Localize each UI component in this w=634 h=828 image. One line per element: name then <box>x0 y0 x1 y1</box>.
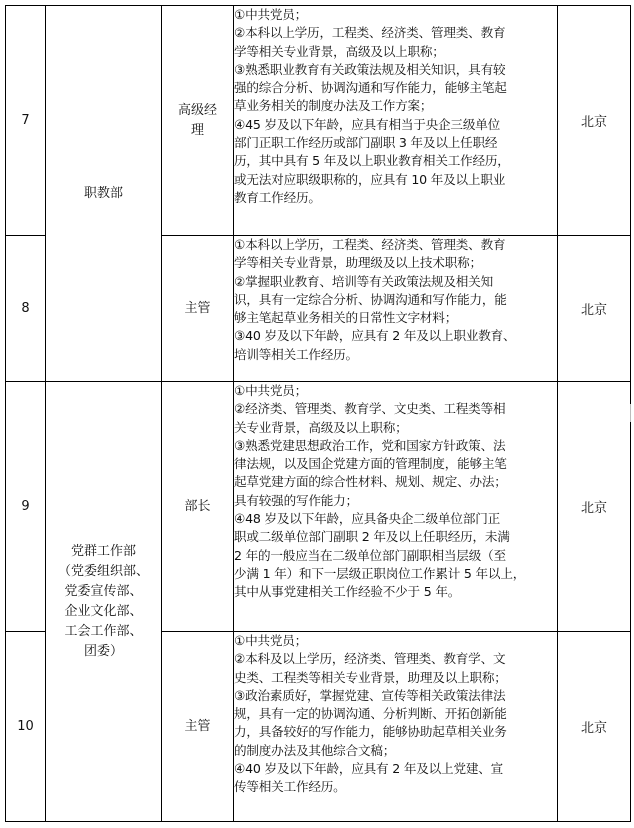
requirements-cell <box>234 236 558 382</box>
requirement-line: ①中共党员； <box>234 383 308 398</box>
location-cell: 北京 <box>558 6 631 236</box>
requirement-line: 强的综合分析、协调沟通和写作能力，能够主笔起 <box>234 80 507 96</box>
location-cell: 北京 <box>558 382 631 632</box>
requirement-line: ③政治素质好，掌握党建、宣传等相关政策法律法 <box>234 687 506 703</box>
requirement-line: 识，具有一定综合分析、协调沟通和写作能力，能 <box>234 291 507 307</box>
position-cell: 部长 <box>162 382 234 632</box>
requirement-line: 够主笔起草业务相关的日常性文字材料； <box>234 310 458 326</box>
requirement-line: ②本科以上学历，工程类、经济类、管理类、教育 <box>234 25 506 41</box>
requirement-line: 其中从事党建相关工作经验不少于 5 年。 <box>234 584 461 600</box>
requirement-line: 草业务相关的制度办法及工作方案； <box>234 98 433 114</box>
requirement-line: 具有较强的写作能力； <box>234 492 358 508</box>
table-row <box>6 6 631 236</box>
requirement-line: ③熟悉党建思想政治工作，党和国家方针政策、法 <box>234 437 506 453</box>
requirement-line: ④40 岁及以下年龄，应具有 2 年及以上党建、宣 <box>234 761 504 777</box>
requirement-line: 起草党建方面的综合性材料、规划、规定、办法； <box>234 474 507 490</box>
department-line: 团委） <box>83 643 123 659</box>
requirement-line: 培训等相关工作经历。 <box>234 346 358 362</box>
requirement-line: 规，具有一定的协调沟通、分析判断、开拓创新能 <box>234 706 507 722</box>
requirement-line: 律法规，以及国企党建方面的管理制度，能够主笔 <box>234 456 507 472</box>
requirement-line: 传等相关工作经历。 <box>234 779 346 795</box>
department-cell: 职教部 <box>46 6 162 382</box>
requirement-line: ③40 岁及以下年龄，应具有 2 年及以上职业教育、 <box>234 328 516 344</box>
requirement-line: ①中共党员； <box>234 633 308 648</box>
requirements-cell <box>234 382 558 632</box>
requirement-line: ②掌握职业教育、培训等有关政策法规及相关知 <box>234 273 493 289</box>
location-cell: 北京 <box>558 632 631 822</box>
department-cell <box>46 382 162 822</box>
requirement-line: ④45 岁及以下年龄，应具有相当于央企三级单位 <box>234 116 500 132</box>
requirement-line: ③熟悉职业教育有关政策法规及相关知识，具有较 <box>234 61 506 77</box>
requirement-line: 或无法对应职级职称的，应具有 10 年及以上职业 <box>234 171 506 187</box>
location-cell: 北京 <box>558 236 631 382</box>
position-cell: 主管 <box>162 632 234 822</box>
department-line: 企业文化部、 <box>64 603 143 619</box>
requirement-line: 关专业背景，高级及以上职称； <box>234 419 408 435</box>
requirement-line: 职或二级单位部门副职 2 年及以上任职经历，未满 <box>234 529 510 545</box>
requirement-line: 2 年的一般应当在二级单位部门副职相当层级（至 <box>234 547 506 563</box>
job-requirements-table <box>5 5 631 822</box>
row-number: 10 <box>6 632 46 822</box>
requirement-line: ②经济类、管理类、教育学、文史类、工程类等相 <box>234 401 506 417</box>
table-row <box>6 382 631 632</box>
requirements-cell <box>234 6 558 236</box>
requirement-line: ②本科及以上学历，经济类、管理类、教育学、文 <box>234 651 506 667</box>
requirement-line: 历，其中具有 5 年及以上职业教育相关工作经历， <box>234 153 510 169</box>
department-line: 党委宣传部、 <box>64 583 143 599</box>
row-number: 7 <box>6 6 46 236</box>
requirement-line: ①本科以上学历，工程类、经济类、管理类、教育 <box>234 237 506 252</box>
requirement-line: 学等相关专业背景，助理级及以上技术职称； <box>234 255 482 271</box>
department-line: （党委组织部、 <box>57 563 149 579</box>
scroll-edge-marker <box>630 404 634 422</box>
position-label: 高级经理 <box>177 102 217 138</box>
requirement-line: ④48 岁及以下年龄，应具备央企二级单位部门正 <box>234 511 500 527</box>
requirement-line: 力，具备较好的写作能力，能够协助起草相关业务 <box>234 724 507 740</box>
requirement-line: 教育工作经历。 <box>234 189 321 205</box>
department-line: 工会工作部、 <box>64 623 143 639</box>
requirement-line: 的制度办法及其他综合文稿； <box>234 742 396 758</box>
requirement-line: 学等相关专业背景，高级及以上职称； <box>234 43 445 59</box>
position-cell: 主管 <box>162 236 234 382</box>
row-number: 8 <box>6 236 46 382</box>
requirement-line: 部门正职工作经历或部门副职 3 年及以上任职经 <box>234 135 498 151</box>
requirements-cell <box>234 632 558 822</box>
position-cell <box>162 6 234 236</box>
requirement-line: 少满 1 年）和下一层级正职岗位工作累计 5 年以上， <box>234 565 526 581</box>
requirement-line: ①中共党员； <box>234 7 308 22</box>
department-line: 党群工作部 <box>70 543 136 559</box>
requirement-line: 史类、工程类等相关专业背景，助理及以上职称； <box>234 669 507 685</box>
row-number: 9 <box>6 382 46 632</box>
